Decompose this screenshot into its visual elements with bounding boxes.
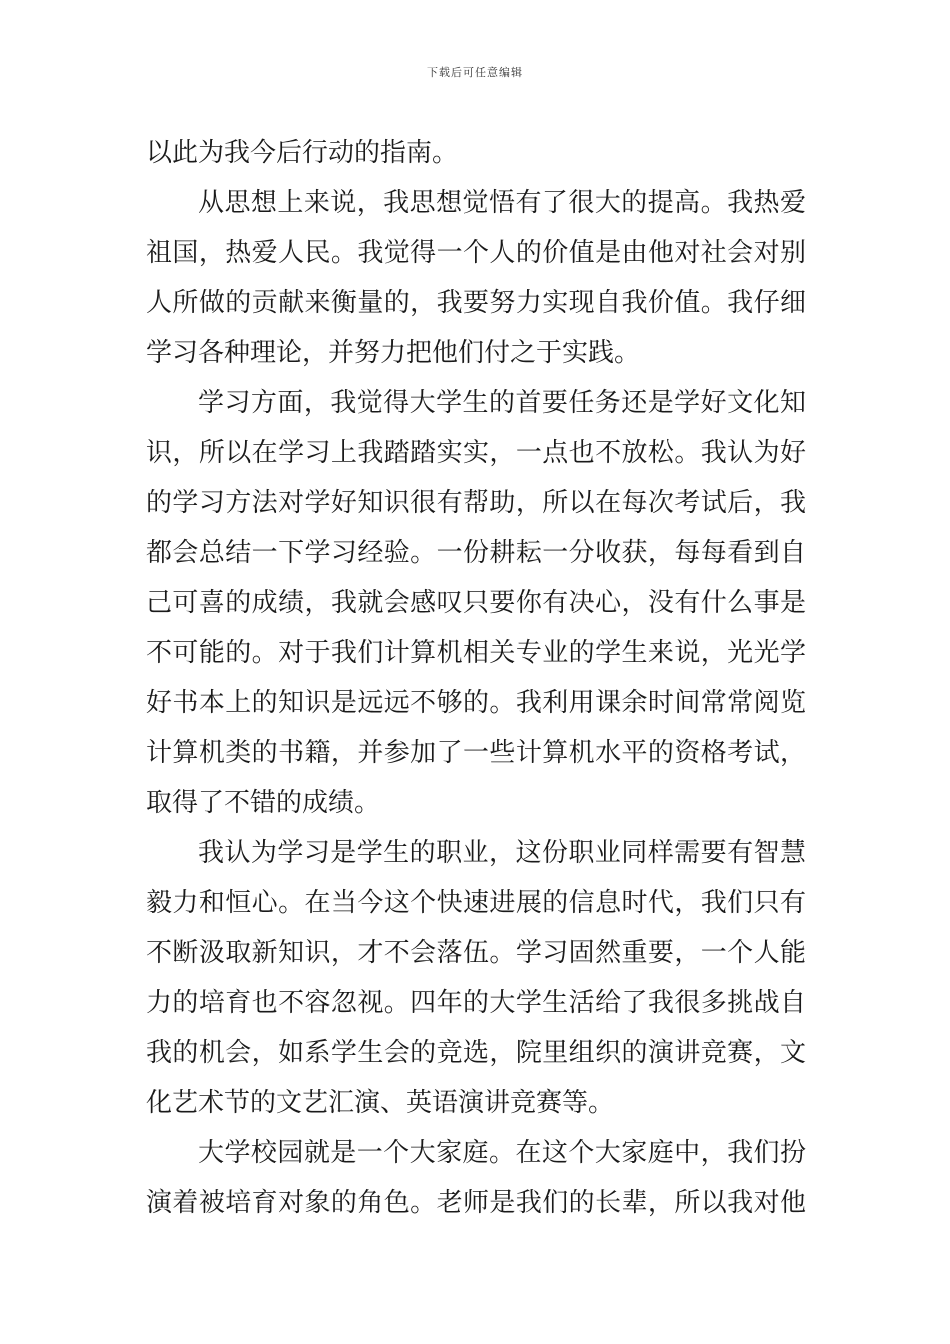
paragraph-3-line-3: 的学习方法对学好知识很有帮助，所以在每次考试后，我 (146, 488, 806, 518)
paragraph-4-line-1: 我认为学习是学生的职业，这份职业同样需要有智慧 (198, 838, 806, 868)
paragraph-3-line-1: 学习方面，我觉得大学生的首要任务还是学好文化知 (198, 388, 806, 418)
paragraph-4-line-3: 不断汲取新知识，才不会落伍。学习固然重要，一个人能 (146, 938, 806, 968)
paragraph-2-line-2: 祖国，热爱人民。我觉得一个人的价值是由他对社会对别 (146, 238, 806, 268)
paragraph-1-line-1: 以此为我今后行动的指南。 (146, 138, 459, 168)
paragraph-3-line-8: 计算机类的书籍，并参加了一些计算机水平的资格考试， (146, 738, 806, 768)
paragraph-4-line-6: 化艺术节的文艺汇演、英语演讲竞赛等。 (146, 1088, 615, 1118)
paragraph-2-line-1: 从思想上来说，我思想觉悟有了很大的提高。我热爱 (198, 188, 806, 218)
paragraph-5-line-2: 演着被培育对象的角色。老师是我们的长辈，所以我对他 (146, 1188, 806, 1218)
paragraph-4-line-2: 毅力和恒心。在当今这个快速进展的信息时代，我们只有 (146, 888, 806, 918)
paragraph-3-line-2: 识，所以在学习上我踏踏实实，一点也不放松。我认为好 (146, 438, 806, 468)
paragraph-2-line-3: 人所做的贡献来衡量的，我要努力实现自我价值。我仔细 (146, 288, 806, 318)
paragraph-4-line-4: 力的培育也不容忽视。四年的大学生活给了我很多挑战自 (146, 988, 806, 1018)
paragraph-3-line-4: 都会总结一下学习经验。一份耕耘一分收获，每每看到自 (146, 538, 806, 568)
paragraph-5-line-1: 大学校园就是一个大家庭。在这个大家庭中，我们扮 (198, 1138, 806, 1168)
document-body (146, 128, 806, 1228)
paragraph-4-line-5: 我的机会，如系学生会的竞选，院里组织的演讲竞赛，文 (146, 1038, 806, 1068)
paragraph-3-line-5: 己可喜的成绩，我就会感叹只要你有决心，没有什么事是 (146, 588, 806, 618)
paragraph-3-line-6: 不可能的。对于我们计算机相关专业的学生来说，光光学 (146, 638, 806, 668)
page-header-note: 下载后可任意编辑 (427, 66, 523, 79)
paragraph-3-line-7: 好书本上的知识是远远不够的。我利用课余时间常常阅览 (146, 688, 806, 718)
paragraph-2-line-4: 学习各种理论，并努力把他们付之于实践。 (146, 338, 641, 368)
paragraph-3-line-9: 取得了不错的成绩。 (146, 788, 381, 818)
